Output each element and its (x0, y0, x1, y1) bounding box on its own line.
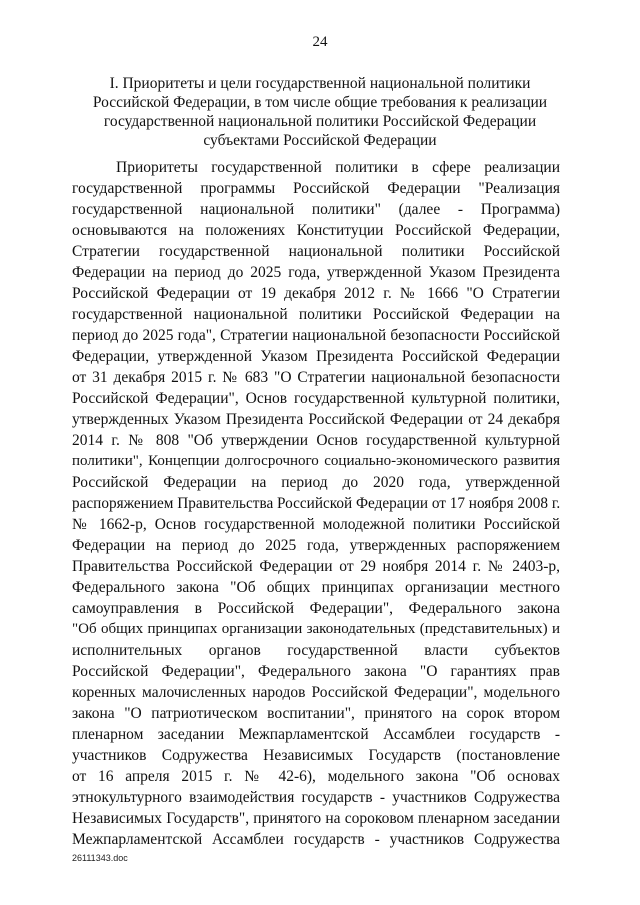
paragraph-line: "Об общих принципах организации законодательных (представительных) и (72, 621, 560, 637)
paragraph-line: Правительства Российской Федерации от 29 ноября 2014 г. № 2403-р, (72, 558, 560, 575)
body-paragraph (72, 157, 560, 850)
paragraph-line: Федерации на период до 2025 года, утвержденных распоряжением (72, 537, 560, 554)
paragraph-line: Российской Федерации от 19 декабря 2012 г. № 1666 "О Стратегии (72, 285, 560, 302)
paragraph-line: от 31 декабря 2015 г. № 683 "О Стратегии национальной безопасности (72, 369, 560, 386)
paragraph-line: Приоритеты государственной политики в сфере реализации (116, 159, 560, 176)
heading-line: государственной национальной политики Российской Федерации (103, 113, 537, 130)
paragraph-line: Российской Федерации на период до 2020 года, утвержденной (72, 474, 560, 491)
document-footer: 26111343.doc (72, 853, 128, 863)
paragraph-line: государственной программы Российской Федерации "Реализация (72, 180, 560, 197)
paragraph-line: Межпарламентской Ассамблеи государств - участников Содружества (72, 831, 560, 848)
paragraph-line: Федерации, утвержденной Указом Президента Российской Федерации (72, 348, 560, 365)
paragraph-line: самоуправления в Российской Федерации", Федерального закона (72, 600, 560, 617)
paragraph-line: исполнительных органов государственной власти субъектов (72, 642, 560, 659)
heading-line: Российской Федерации, в том числе общие требования к реализации (92, 94, 548, 111)
page-number: 24 (312, 34, 328, 50)
section-heading (72, 74, 568, 150)
paragraph-line: этнокультурного взаимодействия государств - участников Содружества (72, 789, 560, 806)
paragraph-line: Российской Федерации", Основ государственной культурной политики, (72, 390, 560, 407)
paragraph-line: участников Содружества Независимых Государств (постановление (72, 747, 560, 764)
paragraph-line: Стратегии государственной национальной политики Российской (72, 243, 560, 260)
paragraph-line: закона "О патриотическом воспитании", принятого на сорок втором (72, 705, 560, 722)
heading-line: субъектами Российской Федерации (203, 132, 437, 149)
paragraph-line: пленарном заседании Межпарламентской Ассамблеи государств - (72, 726, 560, 743)
paragraph-line: Независимых Государств", принятого на сороковом пленарном заседании (72, 810, 560, 827)
paragraph-line: государственной национальной политики" (далее - Программа) (72, 201, 560, 218)
heading-line: I. Приоритеты и цели государственной национальной политики (109, 75, 531, 92)
paragraph-line: политики", Концепции долгосрочного социально-экономического развития (72, 453, 560, 469)
paragraph-line: Российской Федерации", Федерального закона "О гарантиях прав (72, 663, 560, 680)
paragraph-line: период до 2025 года", Стратегии национальной безопасности Российской (72, 327, 560, 344)
paragraph-line: № 1662-р, Основ государственной молодежной политики Российской (72, 516, 560, 533)
paragraph-line: Федерального закона "Об общих принципах организации местного (72, 579, 560, 596)
paragraph-line: от 16 апреля 2015 г. № 42-6), модельного закона "Об основах (72, 768, 560, 785)
paragraph-line: 2014 г. № 808 "Об утверждении Основ государственной культурной (72, 432, 560, 449)
paragraph-line: государственной национальной политики Российской Федерации на (72, 306, 560, 323)
paragraph-line: распоряжением Правительства Российской Федерации от 17 ноября 2008 г. (72, 495, 561, 512)
paragraph-line: коренных малочисленных народов Российской Федерации", модельного (72, 684, 560, 701)
paragraph-line: Федерации на период до 2025 года, утвержденной Указом Президента (72, 264, 560, 281)
paragraph-line: утвержденных Указом Президента Российской Федерации от 24 декабря (72, 411, 560, 428)
paragraph-line: основываются на положениях Конституции Российской Федерации, (72, 222, 560, 239)
